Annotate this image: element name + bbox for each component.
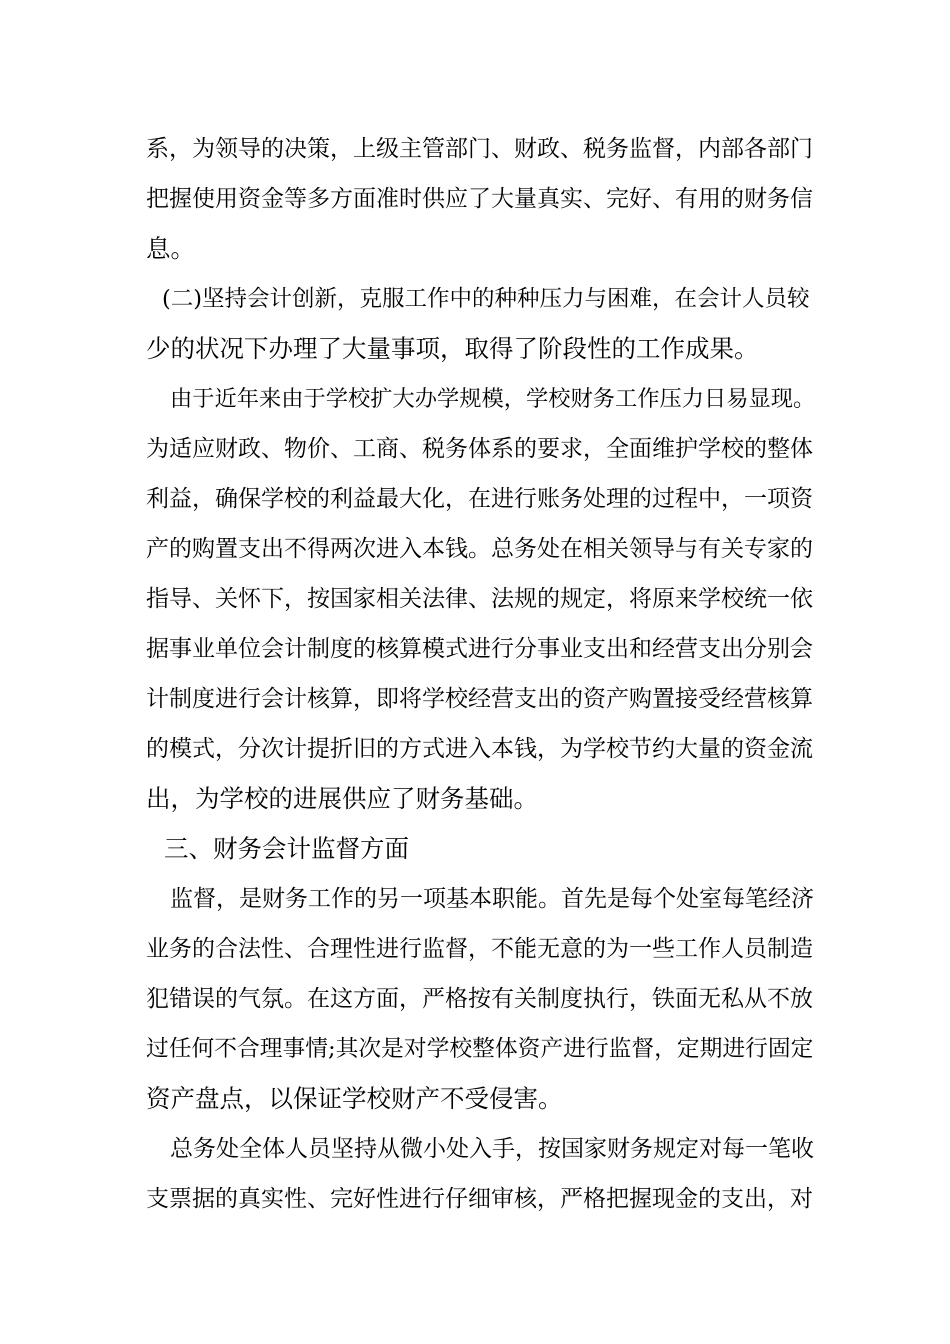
body-text-line: 把握使用资金等多方面准时供应了大量真实、完好、有用的财务信: [146, 186, 813, 212]
body-text-line: 总务处全体人员坚持从微小处入手，按国家财务规定对每一笔收: [170, 1136, 814, 1162]
body-text-line: 少的状况下办理了大量事项，取得了阶段性的工作成果。: [146, 334, 759, 363]
body-text-line: 产的购置支出不得两次进入本钱。总务处在相关领导与有关专家的: [146, 536, 813, 562]
body-text-line: 监督，是财务工作的另一项基本职能。首先是每个处室每笔经济: [170, 886, 814, 912]
body-text-line: 息。: [146, 234, 195, 263]
body-text-line: 计制度进行会计核算，即将学校经营支出的资产购置接受经营核算: [146, 686, 813, 712]
body-text-line: 业务的合法性、合理性进行监督，不能无意的为一些工作人员制造: [146, 936, 813, 962]
body-text-line: 系，为领导的决策，上级主管部门、财政、税务监督，内部各部门: [146, 136, 813, 162]
body-text-line: 出，为学校的进展供应了财务基础。: [146, 784, 538, 813]
body-text-line: 资产盘点，以保证学校财产不受侵害。: [146, 1084, 563, 1113]
body-text-line: 犯错误的气氛。在这方面，严格按有关制度执行，铁面无私从不放: [146, 986, 813, 1012]
body-text-line: 为适应财政、物价、工商、税务体系的要求，全面维护学校的整体: [146, 436, 813, 462]
body-text-line: 支票据的真实性、完好性进行仔细审核，严格把握现金的支出，对: [146, 1186, 813, 1212]
body-text-line: 据事业单位会计制度的核算模式进行分事业支出和经营支出分别会: [146, 636, 813, 662]
body-text-line: 指导、关怀下，按国家相关法律、法规的规定，将原来学校统一依: [146, 586, 813, 612]
body-text-line: 利益，确保学校的利益最大化，在进行账务处理的过程中，一项资: [146, 486, 813, 512]
body-text-line: 过任何不合理事情;其次是对学校整体资产进行监督，定期进行固定: [146, 1036, 814, 1062]
body-text-line: (二)坚持会计创新，克服工作中的种种压力与困难，在会计人员较: [162, 286, 810, 312]
section-heading: 三、财务会计监督方面: [164, 834, 409, 863]
body-text-line: 的模式，分次计提折旧的方式进入本钱，为学校节约大量的资金流: [146, 736, 813, 762]
body-text-line: 由于近年来由于学校扩大办学规模，学校财务工作压力日易显现。: [170, 386, 816, 412]
